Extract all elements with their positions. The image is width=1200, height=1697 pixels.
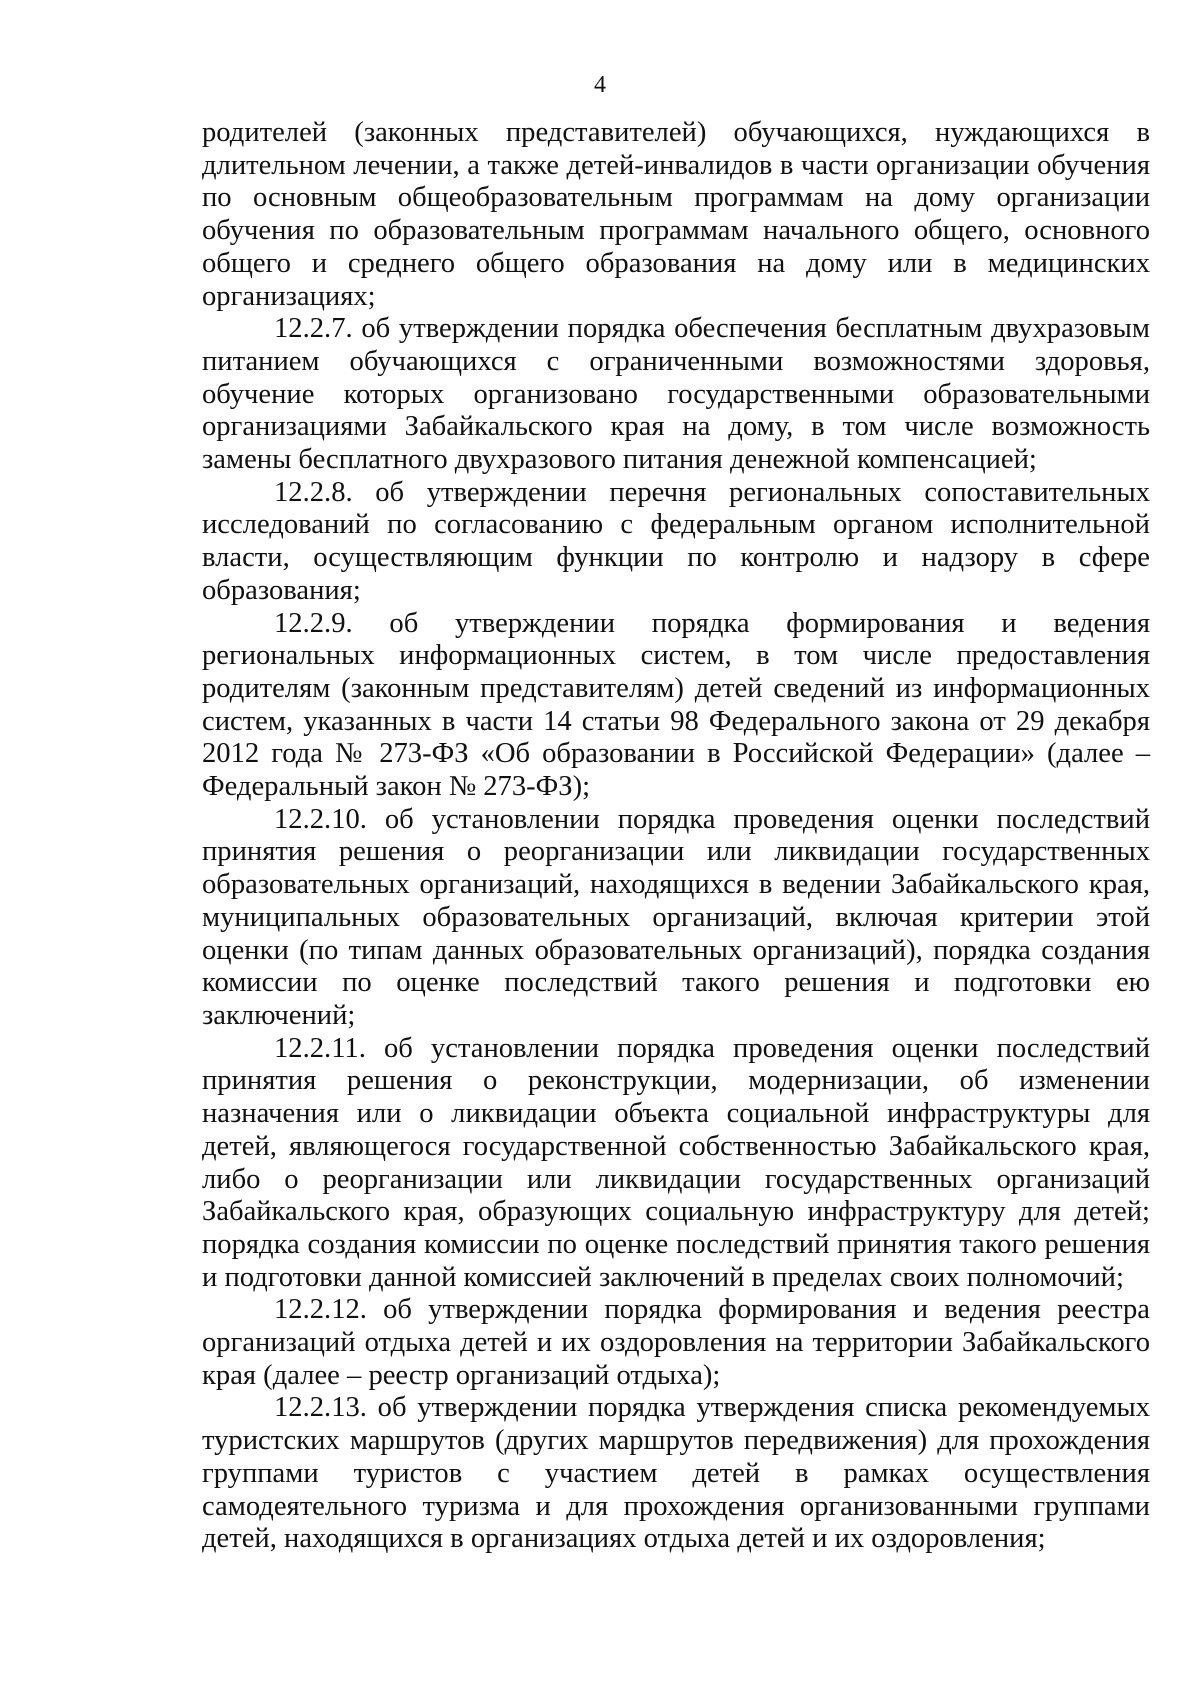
document-body bbox=[202, 117, 1150, 1556]
paragraph-12-2-11: 12.2.11. об установлении порядка проведения оценки последствий принятия решения о реконструкции, модернизации, об изменении назначения или о ликвидации объекта социальной инфраструктуры для детей, являющегося государственной собственностью Забайкальского края, либо о реорганизации или ликвидации государственных организаций Забайкальского края, образующих социальную инфраструктуру для детей; порядка создания комиссии по оценке последствий принятия такого решения и подготовки данной комиссией заключений в пределах своих полномочий; bbox=[202, 1032, 1150, 1293]
paragraph-12-2-7: 12.2.7. об утверждении порядка обеспечения бесплатным двухразовым питанием обучающихся с ограниченными возможностями здоровья, обучение которых организовано государственными образовательными организациями Забайкальского края на дому, в том числе возможность замены бесплатного двухразового питания денежной компенсацией; bbox=[202, 313, 1150, 476]
paragraph-12-2-13: 12.2.13. об утверждении порядка утверждения списка рекомендуемых туристских маршрутов (других маршрутов передвижения) для прохождения группами туристов с участием детей в рамках осуществления самодеятельного туризма и для прохождения организованными группами детей, находящихся в организациях отдыха детей и их оздоровления; bbox=[202, 1392, 1150, 1555]
paragraph-continuation: родителей (законных представителей) обучающихся, нуждающихся в длительном лечении, а также детей-инвалидов в части организации обучения по основным общеобразовательным программам на дому организации обучения по образовательным программам начального общего, основного общего и среднего общего образования на дому или в медицинских организациях; bbox=[202, 117, 1150, 312]
paragraph-12-2-10: 12.2.10. об установлении порядка проведения оценки последствий принятия решения о реорганизации или ликвидации государственных образовательных организаций, находящихся в ведении Забайкальского края, муниципальных образовательных организаций, включая критерии этой оценки (по типам данных образовательных организаций), порядка создания комиссии по оценке последствий такого решения и подготовки ею заключений; bbox=[202, 803, 1150, 1031]
paragraph-12-2-9: 12.2.9. об утверждении порядка формирования и ведения региональных информационных систем, в том числе предоставления родителям (законным представителям) детей сведений из информационных систем, указанных в части 14 статьи 98 Федерального закона от 29 декабря 2012 года № 273-ФЗ «Об образовании в Российской Федерации» (далее – Федеральный закон № 273-ФЗ); bbox=[202, 607, 1150, 803]
paragraph-12-2-12: 12.2.12. об утверждении порядка формирования и ведения реестра организаций отдыха детей и их оздоровления на территории Забайкальского края (далее – реестр организаций отдыха); bbox=[202, 1294, 1150, 1391]
page-number: 4 bbox=[594, 72, 606, 98]
paragraph-12-2-8: 12.2.8. об утверждении перечня региональных сопоставительных исследований по согласованию с федеральным органом исполнительной власти, осуществляющим функции по контролю и надзору в сфере образования; bbox=[202, 476, 1150, 606]
